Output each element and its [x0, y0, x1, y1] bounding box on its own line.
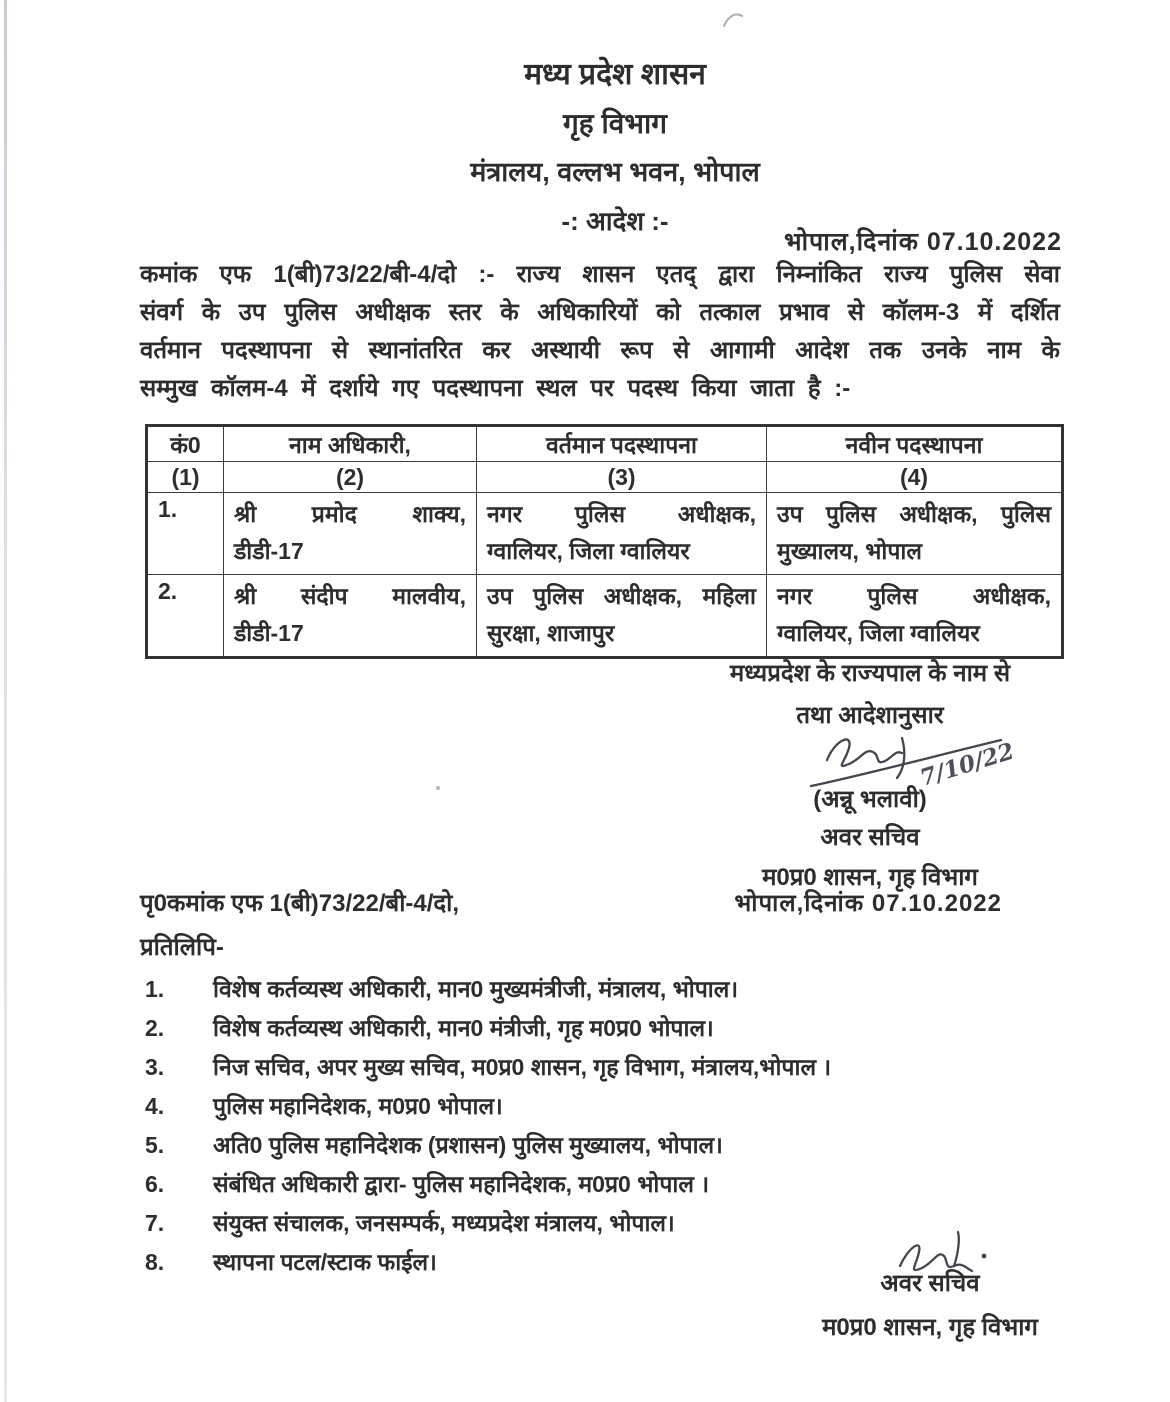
copies-label: प्रतिलिपि- — [140, 934, 224, 961]
col-header-current-posting: वर्तमान पदस्थापना — [477, 426, 767, 462]
list-item — [145, 970, 1075, 1009]
paragraph-line: वर्तमान पदस्थापना से स्थानांतरित कर अस्थायी रूप से आगामी आदेश तक उनके नाम के — [140, 337, 1060, 364]
item-number: 4. — [145, 1093, 165, 1119]
scan-edge-artifact — [4, 0, 7, 1402]
signature-scribble — [892, 1226, 997, 1278]
order-heading: -: आदेश :- — [561, 206, 669, 236]
cell-sno: 1. — [147, 493, 224, 575]
endorsement-place-date: भोपाल,दिनांक 07.10.2022 — [734, 890, 1002, 917]
cell-officer-name: श्री संदीप मालवीय, डीडी-17 — [224, 575, 477, 658]
signatory-block — [640, 656, 1100, 896]
item-text: विशेष कर्तव्यस्थ अधिकारी, मान0 मंत्रीजी, गृह म0प्र0 भोपाल। — [213, 1015, 714, 1041]
cell-new-posting: उप पुलिस अधीक्षक, पुलिस मुख्यालय, भोपाल — [767, 493, 1063, 575]
footer-department: म0प्र0 शासन, गृह विभाग — [822, 1314, 1038, 1341]
issue-place-date: भोपाल,दिनांक 07.10.2022 — [784, 228, 1062, 256]
table-header-row — [147, 426, 1063, 462]
colnum-4: (4) — [767, 462, 1063, 493]
department-title: गृह विभाग — [563, 108, 667, 139]
col-header-officer-name: नाम अधिकारी, — [224, 426, 477, 462]
paragraph-line: कमांक एफ 1(बी)73/22/बी-4/दो :- राज्य शासन एतद् द्वारा निम्नांकित राज्य पुलिस सेवा — [140, 261, 1060, 288]
signatory-department: म0प्र0 शासन, गृह विभाग — [762, 864, 978, 891]
list-item — [145, 1048, 1075, 1087]
paragraph-line: सम्मुख कॉलम-4 में दर्शाये गए पदस्थापना स्थल पर पदस्थ किया जाता है :- — [140, 375, 851, 402]
cell-new-posting: नगर पुलिस अधीक्षक, ग्वालियर, जिला ग्वालियर — [767, 575, 1063, 658]
item-text: संबंधित अधिकारी द्वारा- पुलिस महानिदेशक, म0प्र0 भोपाल । — [213, 1171, 710, 1197]
item-text: निज सचिव, अपर मुख्य सचिव, म0प्र0 शासन, गृह विभाग, मंत्रालय,भोपाल । — [213, 1054, 832, 1080]
item-text: पुलिस महानिदेशक, म0प्र0 भोपाल। — [213, 1093, 503, 1119]
item-number: 8. — [145, 1249, 165, 1275]
colnum-2: (2) — [224, 462, 477, 493]
item-text: अति0 पुलिस महानिदेशक (प्रशासन) पुलिस मुख्यालय, भोपाल। — [213, 1132, 723, 1158]
list-item — [145, 1165, 1075, 1204]
paragraph-line: संवर्ग के उप पुलिस अधीक्षक स्तर के अधिकारियों को तत्काल प्रभाव से कॉलम-3 में दर्शित — [140, 299, 1060, 326]
item-number: 5. — [145, 1132, 165, 1158]
footer-designation: अवर सचिव — [880, 1270, 980, 1297]
address-line: मंत्रालय, वल्लभ भवन, भोपाल — [470, 157, 760, 187]
government-title: मध्य प्रदेश शासन — [524, 58, 706, 91]
cell-current-posting: नगर पुलिस अधीक्षक, ग्वालियर, जिला ग्वालियर — [477, 493, 767, 575]
item-number: 3. — [145, 1054, 165, 1080]
item-number: 7. — [145, 1210, 165, 1236]
scan-dot-artifact — [436, 786, 440, 790]
list-item — [145, 1087, 1075, 1126]
list-item — [145, 1009, 1075, 1048]
transfer-table — [145, 424, 1064, 659]
table-colnum-row — [147, 462, 1063, 493]
endorsement-ref-row — [140, 886, 1060, 922]
signatory-designation: अवर सचिव — [820, 824, 920, 851]
endorsement-ref-number: पृ0कमांक एफ 1(बी)73/22/बी-4/दो, — [140, 890, 460, 917]
letterhead — [140, 56, 1090, 238]
signature-date: 7/10/22 — [916, 737, 1018, 792]
colnum-1: (1) — [147, 462, 224, 493]
item-number: 2. — [145, 1015, 165, 1041]
scan-mark-icon — [720, 8, 746, 34]
cell-sno: 2. — [147, 575, 224, 658]
colnum-3: (3) — [477, 462, 767, 493]
item-number: 1. — [145, 976, 165, 1002]
item-text: स्थापना पटल/स्टाक फाईल। — [213, 1249, 437, 1275]
signatory-name: (अन्नू भलावी) — [813, 786, 927, 813]
cell-officer-name: श्री प्रमोद शाक्य, डीडी-17 — [224, 493, 477, 575]
by-order-line: तथा आदेशानुसार — [796, 702, 944, 729]
table-row — [147, 575, 1063, 658]
item-number: 6. — [145, 1171, 165, 1197]
col-header-new-posting: नवीन पदस्थापना — [767, 426, 1063, 462]
footer-signatory-block — [760, 1222, 1100, 1344]
item-text: संयुक्त संचालक, जनसम्पर्क, मध्यप्रदेश मंत्रालय, भोपाल। — [213, 1210, 675, 1236]
cell-current-posting: उप पुलिस अधीक्षक, महिला सुरक्षा, शाजापुर — [477, 575, 767, 658]
col-header-sno: कं0 — [147, 426, 224, 462]
signature-scribble — [805, 724, 1035, 806]
list-item — [145, 1126, 1075, 1165]
table-row — [147, 493, 1063, 575]
authority-line: मध्यप्रदेश के राज्यपाल के नाम से — [729, 660, 1011, 687]
order-paragraph — [140, 256, 1060, 408]
item-text: विशेष कर्तव्यस्थ अधिकारी, मान0 मुख्यमंत्रीजी, मंत्रालय, भोपाल। — [213, 976, 739, 1002]
